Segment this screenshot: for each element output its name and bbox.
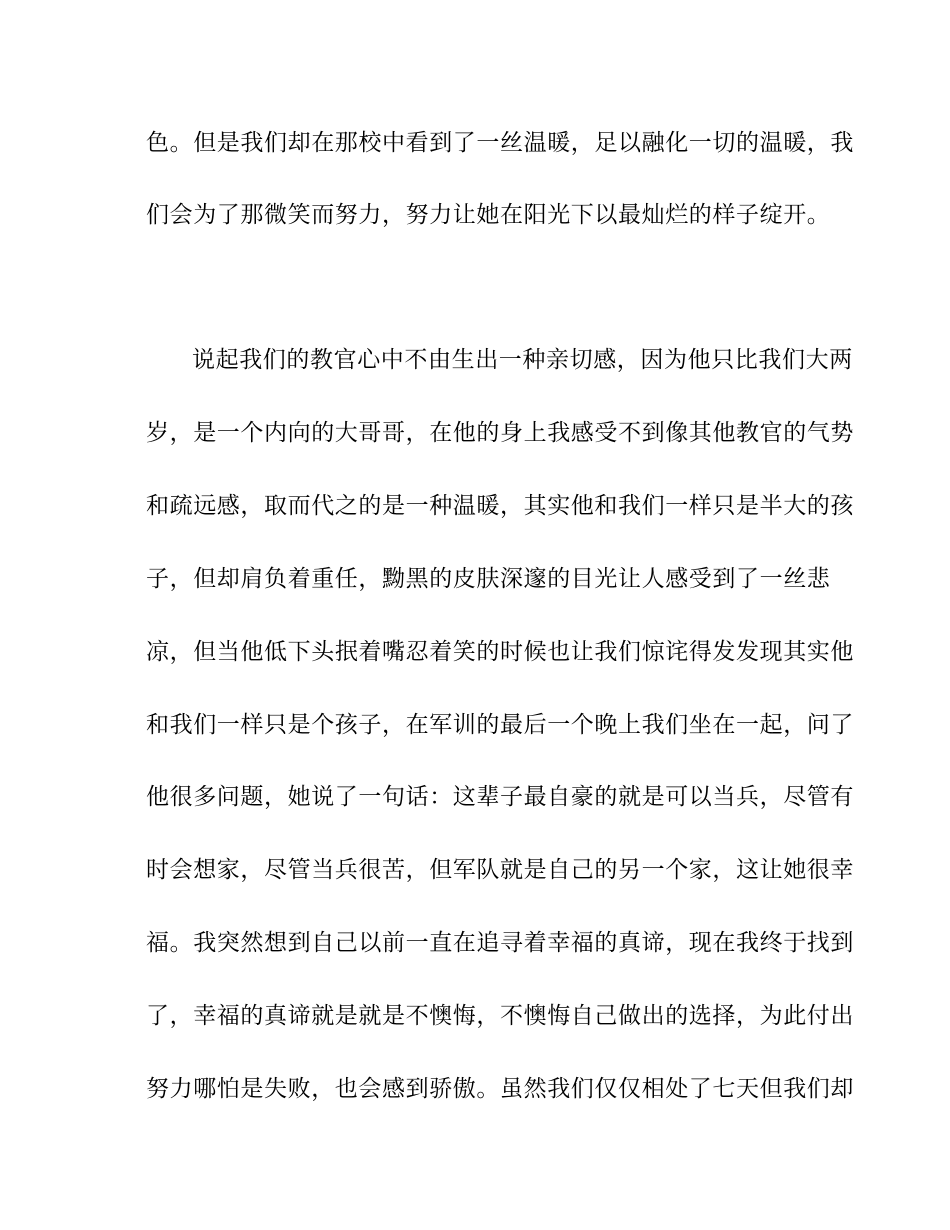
text-line: 他很多问题，她说了一句话：这辈子最自豪的就是可以当兵，尽管有: [146, 784, 854, 810]
text-line: 和我们一样只是个孩子，在军训的最后一个晚上我们坐在一起，问了: [146, 712, 854, 738]
text-line: 福。我突然想到自己以前一直在追寻着幸福的真谛，现在我终于找到: [146, 930, 854, 956]
paragraph-first-line: 说起我们的教官心中不由生出一种亲切感，因为他只比我们大两: [192, 347, 853, 373]
text-line: 和疏远感，取而代之的是一种温暖，其实他和我们一样只是半大的孩: [146, 493, 854, 519]
text-line: 时会想家，尽管当兵很苦，但军队就是自己的另一个家，这让她很幸: [146, 857, 854, 883]
text-line: 了，幸福的真谛就是就是不懊悔，不懊悔自己做出的选择，为此付出: [146, 1003, 854, 1029]
text-line: 凉，但当他低下头抿着嘴忍着笑的时候也让我们惊诧得发发现其实他: [146, 639, 854, 665]
text-line: 们会为了那微笑而努力，努力让她在阳光下以最灿烂的样子绽开。: [146, 202, 831, 228]
text-line: 努力哪怕是失败，也会感到骄傲。虽然我们仅仅相处了七天但我们却: [146, 1076, 854, 1102]
text-line: 子，但却肩负着重任，黝黑的皮肤深邃的目光让人感受到了一丝悲: [146, 566, 831, 592]
text-line: 岁，是一个内向的大哥哥，在他的身上我感受不到像其他教官的气势: [146, 420, 854, 446]
text-line: 色。但是我们却在那校中看到了一丝温暖，足以融化一切的温暖，我: [146, 130, 854, 156]
